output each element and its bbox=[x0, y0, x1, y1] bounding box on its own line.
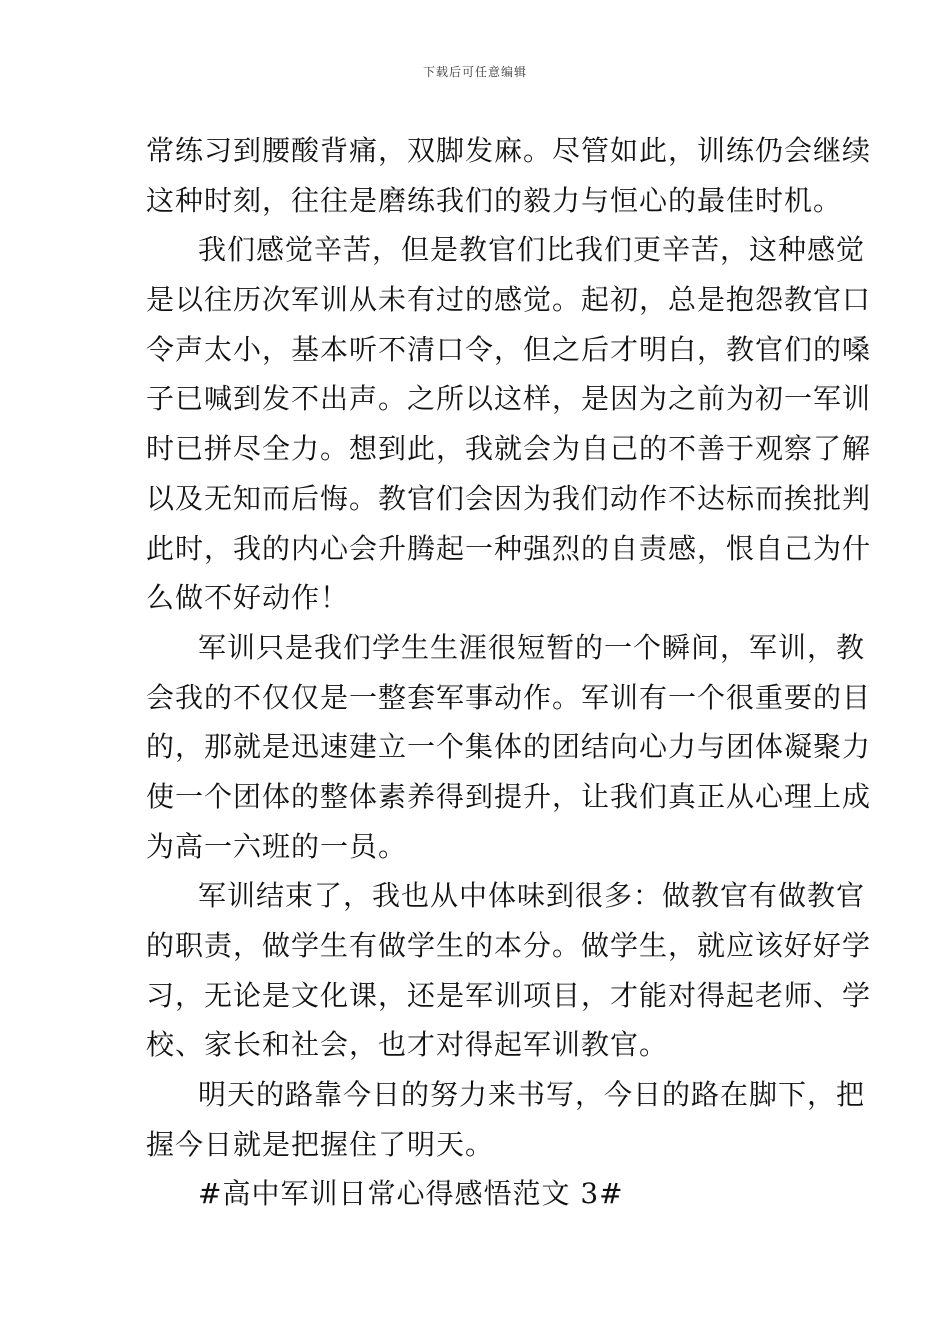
section-heading: #高中军训日常心得感悟范文 3# bbox=[198, 1177, 624, 1211]
text-line: 此时，我的内心会升腾起一种强烈的自责感，恨自己为什 bbox=[146, 531, 872, 565]
document-body bbox=[146, 126, 872, 1219]
text-line: 子已喊到发不出声。之所以这样，是因为之前为初一军训 bbox=[146, 382, 872, 416]
text-line: 的，那就是迅速建立一个集体的团结向心力与团体凝聚力 bbox=[146, 730, 872, 764]
paragraph-first-line: 军训结束了，我也从中体味到很多：做教官有做教官 bbox=[198, 879, 866, 913]
paragraph-first-line: 明天的路靠今日的努力来书写，今日的路在脚下，把 bbox=[198, 1078, 866, 1112]
text-line: 校、家长和社会，也才对得起军训教官。 bbox=[146, 1028, 669, 1062]
text-line: 为高一六班的一员。 bbox=[146, 829, 408, 863]
text-line: 握今日就是把握住了明天。 bbox=[146, 1127, 495, 1161]
text-line: 是以往历次军训从未有过的感觉。起初，总是抱怨教官口 bbox=[146, 283, 872, 317]
text-line: 以及无知而后悔。教官们会因为我们动作不达标而挨批判 bbox=[146, 481, 872, 515]
text-line: 时已拼尽全力。想到此，我就会为自己的不善于观察了解 bbox=[146, 432, 872, 466]
text-line: 习，无论是文化课，还是军训项目，才能对得起老师、学 bbox=[146, 978, 872, 1012]
text-line: 常练习到腰酸背痛，双脚发麻。尽管如此，训练仍会继续 bbox=[146, 134, 872, 167]
text-line: 这种时刻，往往是磨练我们的毅力与恒心的最佳时机。 bbox=[146, 183, 843, 217]
text-line: 使一个团体的整体素养得到提升，让我们真正从心理上成 bbox=[146, 779, 872, 813]
page-header-note: 下载后可任意编辑 bbox=[422, 65, 527, 79]
paragraph-first-line: 军训只是我们学生生涯很短暂的一个瞬间，军训，教 bbox=[198, 630, 866, 664]
text-line: 令声太小，基本听不清口令，但之后才明白，教官们的嗓 bbox=[146, 332, 872, 366]
text-line: 的职责，做学生有做学生的本分。做学生，就应该好好学 bbox=[146, 929, 872, 962]
paragraph-first-line: 我们感觉辛苦，但是教官们比我们更辛苦，这种感觉 bbox=[198, 233, 866, 267]
text-line: 会我的不仅仅是一整套军事动作。军训有一个很重要的目 bbox=[146, 680, 872, 714]
text-line: 么做不好动作！ bbox=[146, 581, 350, 615]
